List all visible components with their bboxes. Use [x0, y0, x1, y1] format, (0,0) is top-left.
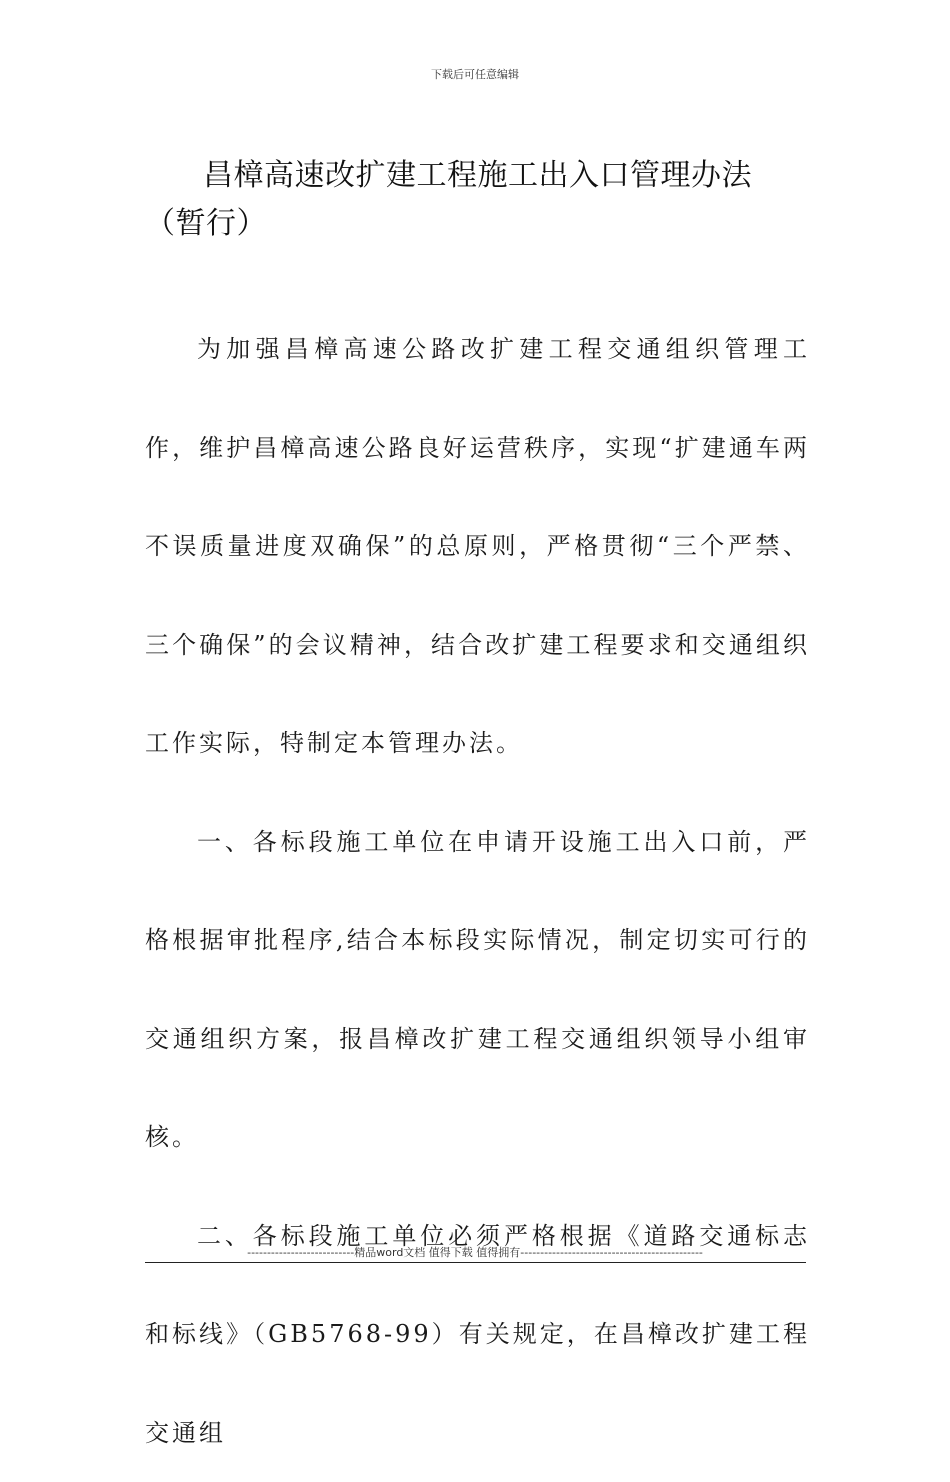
- page-header-note: 下载后可任意编辑: [0, 66, 950, 82]
- document-body: [145, 300, 810, 1482]
- paragraph-article-1: 一、各标段施工单位在申请开设施工出入口前，严格根据审批程序,结合本标段实际情况，制定切实可行的交通组织方案，报昌樟改扩建工程交通组织领导小组审核。: [145, 793, 810, 1187]
- paragraph-article-2: 二、各标段施工单位必须严格根据《道路交通标志和标线》（GB5768-99）有关规定，在昌樟改扩建工程交通组: [145, 1187, 810, 1482]
- page-footer-note: ---------------------------精品word文档 值得下载 值得拥有----------------------------------------------: [0, 1244, 950, 1260]
- paragraph-intro: 为加强昌樟高速公路改扩建工程交通组织管理工作，维护昌樟高速公路良好运营秩序，实现“扩建通车两不误质量进度双确保”的总原则，严格贯彻“三个严禁、三个确保”的会议精神，结合改扩建工程要求和交通组织工作实际，特制定本管理办法。: [145, 300, 810, 793]
- footer-divider: [145, 1262, 806, 1263]
- document-title: 昌樟高速改扩建工程施工出入口管理办法（暂行）: [145, 152, 810, 248]
